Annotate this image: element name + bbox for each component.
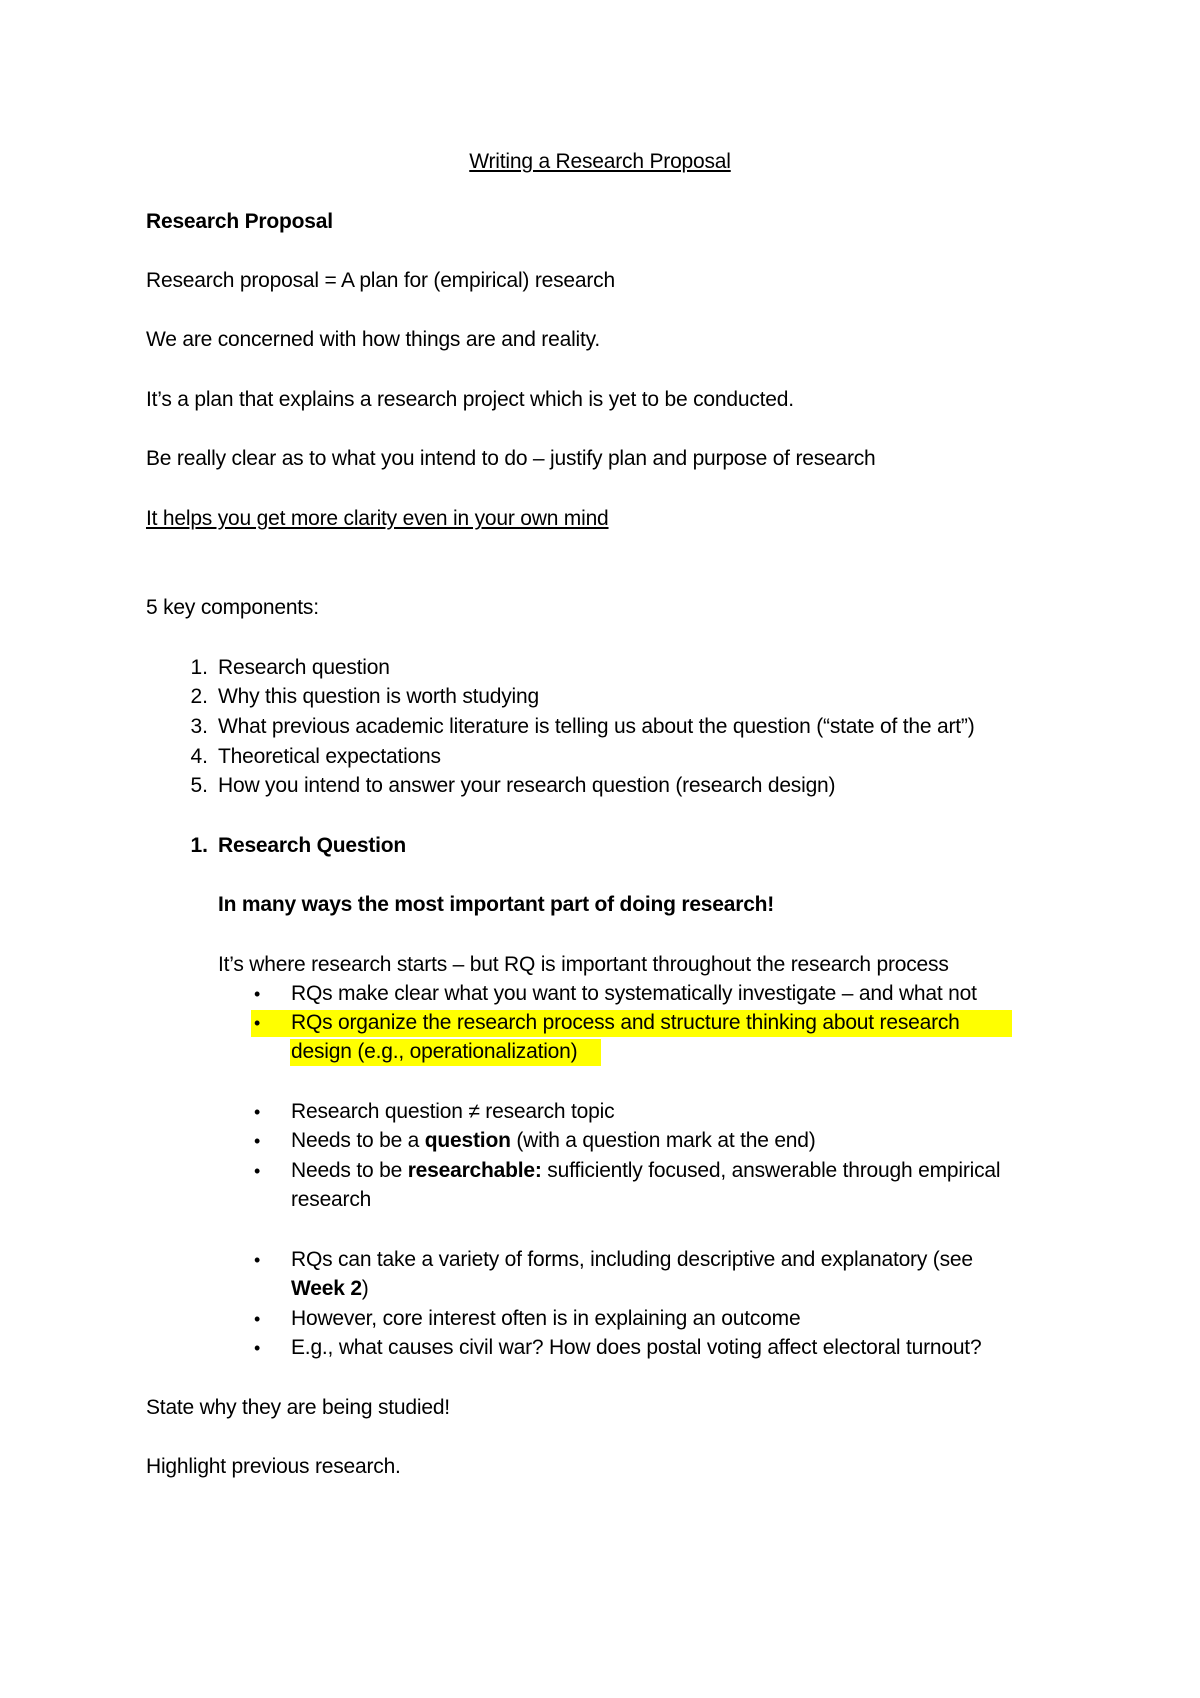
bullet-marker: •: [254, 1338, 261, 1358]
section-heading: Research Question: [218, 834, 406, 857]
closing-line: State why they are being studied!: [146, 1396, 450, 1419]
bullet-marker: •: [254, 1309, 261, 1329]
list-number: 2.: [190, 685, 208, 708]
document-title: Writing a Research Proposal: [469, 150, 731, 173]
bullet-text: ): [361, 1277, 369, 1300]
bullet-item-continuation: research: [291, 1188, 372, 1211]
bullet-item: E.g., what causes civil war? How does postal voting affect electoral turnout?: [291, 1336, 982, 1359]
bullet-item: [291, 1127, 816, 1155]
clarity-line: It helps you get more clarity even in your own mind: [146, 507, 609, 530]
components-heading: 5 key components:: [146, 596, 319, 619]
bullet-item: Research question ≠ research topic: [291, 1100, 615, 1123]
section-number: 1.: [190, 834, 208, 857]
intro-line: It’s a plan that explains a research project which is yet to be conducted.: [146, 388, 794, 411]
bullet-marker: •: [254, 1013, 261, 1033]
section-heading: Research Proposal: [146, 210, 333, 233]
bullet-marker: •: [254, 1161, 261, 1181]
list-item: Why this question is worth studying: [218, 685, 539, 708]
intro-line: Research proposal = A plan for (empirical) research: [146, 269, 615, 292]
bullet-item: [291, 1157, 1000, 1185]
list-item: What previous academic literature is telling us about the question (“state of the art”): [218, 715, 975, 738]
bullet-bold-text: Week 2: [291, 1277, 362, 1300]
list-item: Research question: [218, 656, 390, 679]
bullet-marker: •: [254, 1102, 261, 1122]
bullet-text: (with a question mark at the end): [510, 1129, 816, 1152]
bullet-item-continuation: [291, 1275, 369, 1303]
list-number: 3.: [190, 715, 208, 738]
list-number: 5.: [190, 774, 208, 797]
list-item: How you intend to answer your research question (research design): [218, 774, 836, 797]
list-item: Theoretical expectations: [218, 745, 441, 768]
highlighted-bullet-line: design (e.g., operationalization): [291, 1040, 578, 1063]
paragraph-line: It’s where research starts – but RQ is important throughout the research process: [218, 953, 949, 976]
intro-line: We are concerned with how things are and reality.: [146, 328, 601, 351]
bullet-item: RQs make clear what you want to systematically investigate – and what not: [291, 982, 977, 1005]
bullet-marker: •: [254, 984, 261, 1004]
bullet-marker: •: [254, 1250, 261, 1270]
list-number: 1.: [190, 656, 208, 679]
bullet-marker: •: [254, 1131, 261, 1151]
bullet-bold-text: question: [424, 1129, 511, 1152]
bullet-item: RQs can take a variety of forms, including descriptive and explanatory (see: [291, 1248, 973, 1271]
closing-line: Highlight previous research.: [146, 1455, 401, 1478]
highlighted-bullet-line: RQs organize the research process and structure thinking about research: [291, 1011, 960, 1034]
list-number: 4.: [190, 745, 208, 768]
emphasis-line: In many ways the most important part of doing research!: [218, 893, 775, 916]
intro-line: Be really clear as to what you intend to do – justify plan and purpose of research: [146, 447, 876, 470]
bullet-bold-text: researchable:: [407, 1159, 542, 1182]
bullet-text: sufficiently focused, answerable through empirical: [541, 1159, 1001, 1182]
bullet-text: Needs to be: [291, 1159, 408, 1182]
bullet-item: However, core interest often is in explaining an outcome: [291, 1307, 801, 1330]
bullet-text: Needs to be a: [291, 1129, 425, 1152]
